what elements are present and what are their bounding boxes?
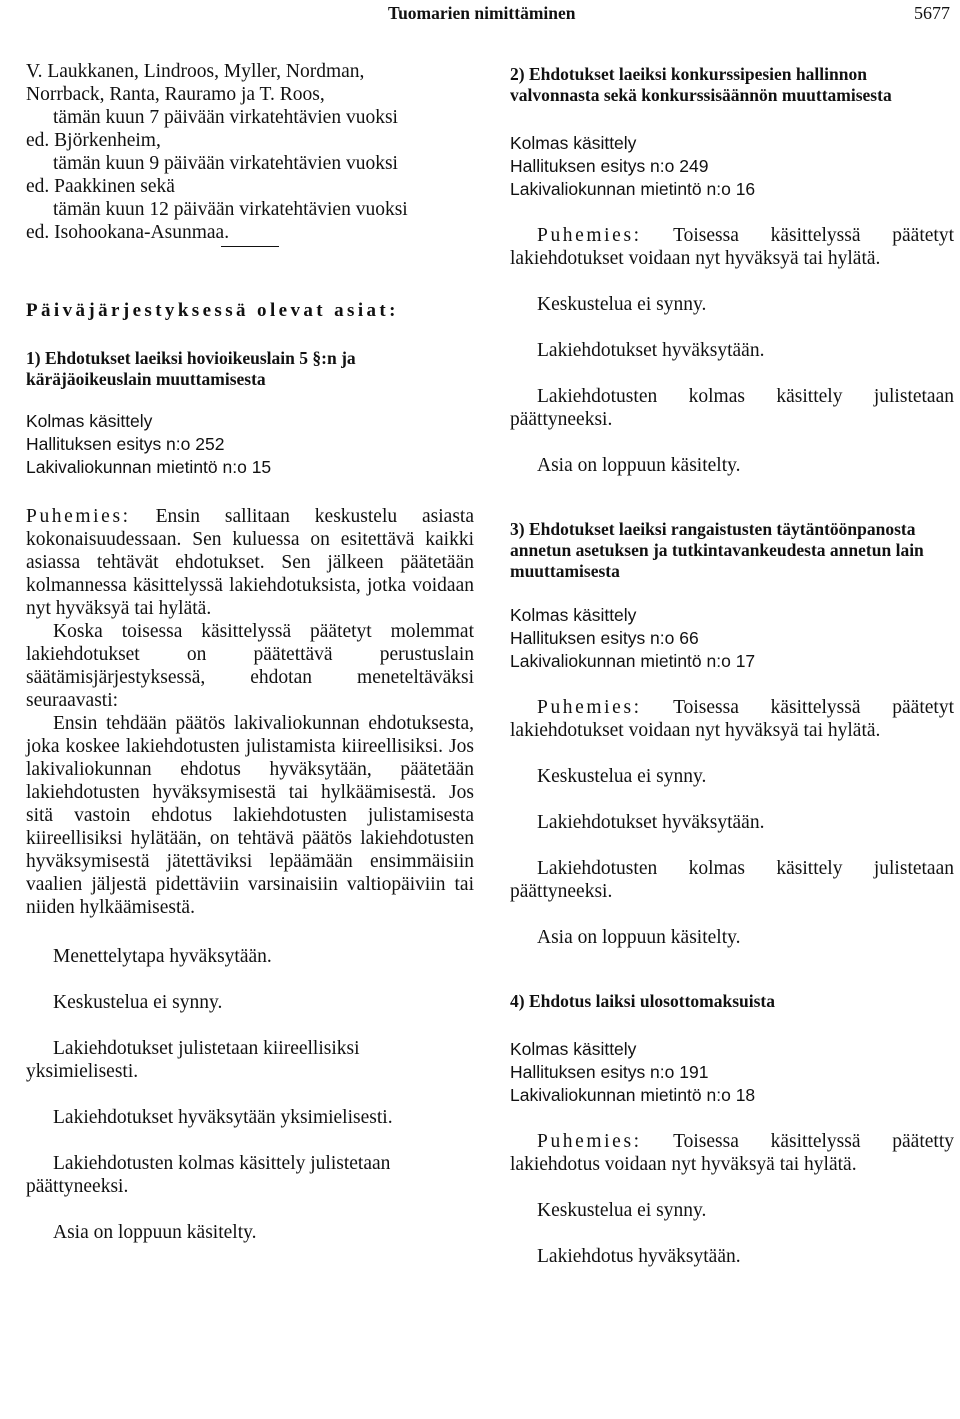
decision-line: Asia on loppuun käsitelty.: [53, 1222, 257, 1243]
absence-line: V. Laukkanen, Lindroos, Myller, Nordman,: [26, 61, 365, 82]
speaker-label: Puhemies:: [26, 506, 131, 527]
government-proposal: Hallituksen esitys n:o 191: [510, 1062, 709, 1082]
absence-line: tämän kuun 7 päivään virkatehtävien vuoksi: [53, 107, 398, 128]
absence-line: tämän kuun 9 päivään virkatehtävien vuoksi: [53, 153, 398, 174]
item-1-title: 1) Ehdotukset laeiksi hovioikeuslain 5 §:n ja käräjäoikeuslain muuttamisesta: [26, 348, 356, 389]
speaker-statement: [26, 505, 474, 620]
decision-line: Lakiehdotukset hyväksytään.: [537, 340, 765, 361]
decision-line: Lakiehdotusten kolmas käsittely julistetaan päättyneeksi.: [510, 858, 954, 902]
absence-line: Norrback, Ranta, Rauramo ja T. Roos,: [26, 84, 325, 105]
decision-line: Keskustelua ei synny.: [53, 992, 223, 1013]
decision-line: Lakiehdotukset hyväksytään.: [537, 812, 765, 833]
decision-line: Keskustelua ei synny.: [537, 766, 707, 787]
left-column: [26, 60, 474, 1244]
decision-line: Asia on loppuun käsitelty.: [537, 927, 741, 948]
government-proposal: Hallituksen esitys n:o 252: [26, 434, 225, 454]
government-proposal: Hallituksen esitys n:o 249: [510, 156, 709, 176]
decision-line: Menettelytapa hyväksytään.: [53, 946, 272, 967]
speech-paragraph: Ensin tehdään päätös lakivaliokunnan ehdotuksesta, joka koskee lakiehdotusten julistamista kiireellisiksi. Jos lakivaliokunnan ehdotus hyväksytään, päätetään lakiehdotusten hyväksymisestä tai hylkäämisestä. Jos sitä vastoin ehdotus lakiehdotusten julistamisesta kiireellisiksi hylätään, on tehtävä päätös lakiehdotusten hyväksymisestä jätettäviksi lepäämään ensimmäisiin vaalien jäljestä pidettäviin varsinaisiin valtiopäiviin tai niiden hylkäämisestä.: [26, 713, 474, 918]
speech-paragraph: Koska toisessa käsittelyssä päätetyt molemmat lakiehdotukset on päätettävä perustuslain säätämisjärjestyksessä, ehdotan meneteltäväksi seuraavasti:: [26, 621, 474, 711]
decision-line: Keskustelua ei synny.: [537, 294, 707, 315]
committee-report: Lakivaliokunnan mietintö n:o 17: [510, 651, 756, 671]
item-2-meta: [510, 132, 954, 201]
item-3-title: 3) Ehdotukset laeiksi rangaistusten täytäntöönpanosta annetun asetuksen ja tutkintavankeudesta annetun lain muuttamisesta: [510, 519, 924, 581]
page-number: 5677: [914, 3, 950, 23]
decision-line: Lakiehdotukset julistetaan kiireellisiksi yksimielisesti.: [26, 1038, 360, 1082]
speaker-statement: [510, 1130, 954, 1176]
government-proposal: Hallituksen esitys n:o 66: [510, 628, 699, 648]
committee-report: Lakivaliokunnan mietintö n:o 18: [510, 1085, 756, 1105]
speech-text: Ensin sallitaan keskustelu asiasta kokonaisuudessaan. Sen kuluessa on esitettävä kaikki asiassa tehtävät ehdotukset. Sen jälkeen päätetään kolmannessa käsittelyssä lakiehdotuksista, jotka voidaan nyt hyväksyä tai hylätä.: [26, 506, 475, 619]
absence-line: ed. Isohookana-Asunmaa.: [26, 222, 230, 243]
committee-report: Lakivaliokunnan mietintö n:o 15: [26, 457, 272, 477]
decision-line: Asia on loppuun käsitelty.: [537, 455, 741, 476]
speaker-label: Puhemies:: [537, 225, 642, 246]
item-4-meta: [510, 1038, 954, 1107]
item-1-meta: [26, 410, 474, 479]
item-4-title: 4) Ehdotus laiksi ulosottomaksuista: [510, 991, 776, 1011]
decision-line: Keskustelua ei synny.: [537, 1200, 707, 1221]
item-2-title: 2) Ehdotukset laeiksi konkurssipesien hallinnon valvonnasta sekä konkurssisäännön muuttamisesta: [510, 64, 892, 105]
absence-line: tämän kuun 12 päivään virkatehtävien vuoksi: [53, 199, 408, 220]
speech-text: Toisessa käsittelyssä päätetyt lakiehdotukset voidaan nyt hyväksyä tai hylätä.: [510, 697, 954, 741]
reading-label: Kolmas käsittely: [510, 605, 637, 625]
absence-list: [26, 60, 474, 244]
speech-text: Toisessa käsittelyssä päätetyt lakiehdotukset voidaan nyt hyväksyä tai hylätä.: [510, 225, 954, 269]
speaker-statement: [510, 696, 954, 742]
running-header-title: Tuomarien nimittäminen: [388, 3, 576, 23]
speech-text: Toisessa käsittelyssä päätetty lakiehdotus voidaan nyt hyväksyä tai hylätä.: [510, 1131, 954, 1175]
item-3-meta: [510, 604, 954, 673]
speaker-label: Puhemies:: [537, 697, 642, 718]
decision-line: Lakiehdotukset hyväksytään yksimielisesti.: [53, 1107, 393, 1128]
decision-line: Lakiehdotusten kolmas käsittely julistetaan päättyneeksi.: [510, 386, 954, 430]
speaker-label: Puhemies:: [537, 1131, 642, 1152]
reading-label: Kolmas käsittely: [26, 411, 153, 431]
section-divider: [221, 246, 279, 247]
reading-label: Kolmas käsittely: [510, 1039, 637, 1059]
right-column: [510, 60, 954, 1268]
reading-label: Kolmas käsittely: [510, 133, 637, 153]
speaker-statement: [510, 224, 954, 270]
agenda-heading: Päiväjärjestyksessä olevat asiat:: [26, 300, 399, 321]
absence-line: ed. Björkenheim,: [26, 130, 161, 151]
decision-line: Lakiehdotusten kolmas käsittely julistetaan päättyneeksi.: [26, 1153, 391, 1197]
committee-report: Lakivaliokunnan mietintö n:o 16: [510, 179, 756, 199]
decision-line: Lakiehdotus hyväksytään.: [537, 1246, 741, 1267]
absence-line: ed. Paakkinen sekä: [26, 176, 175, 197]
